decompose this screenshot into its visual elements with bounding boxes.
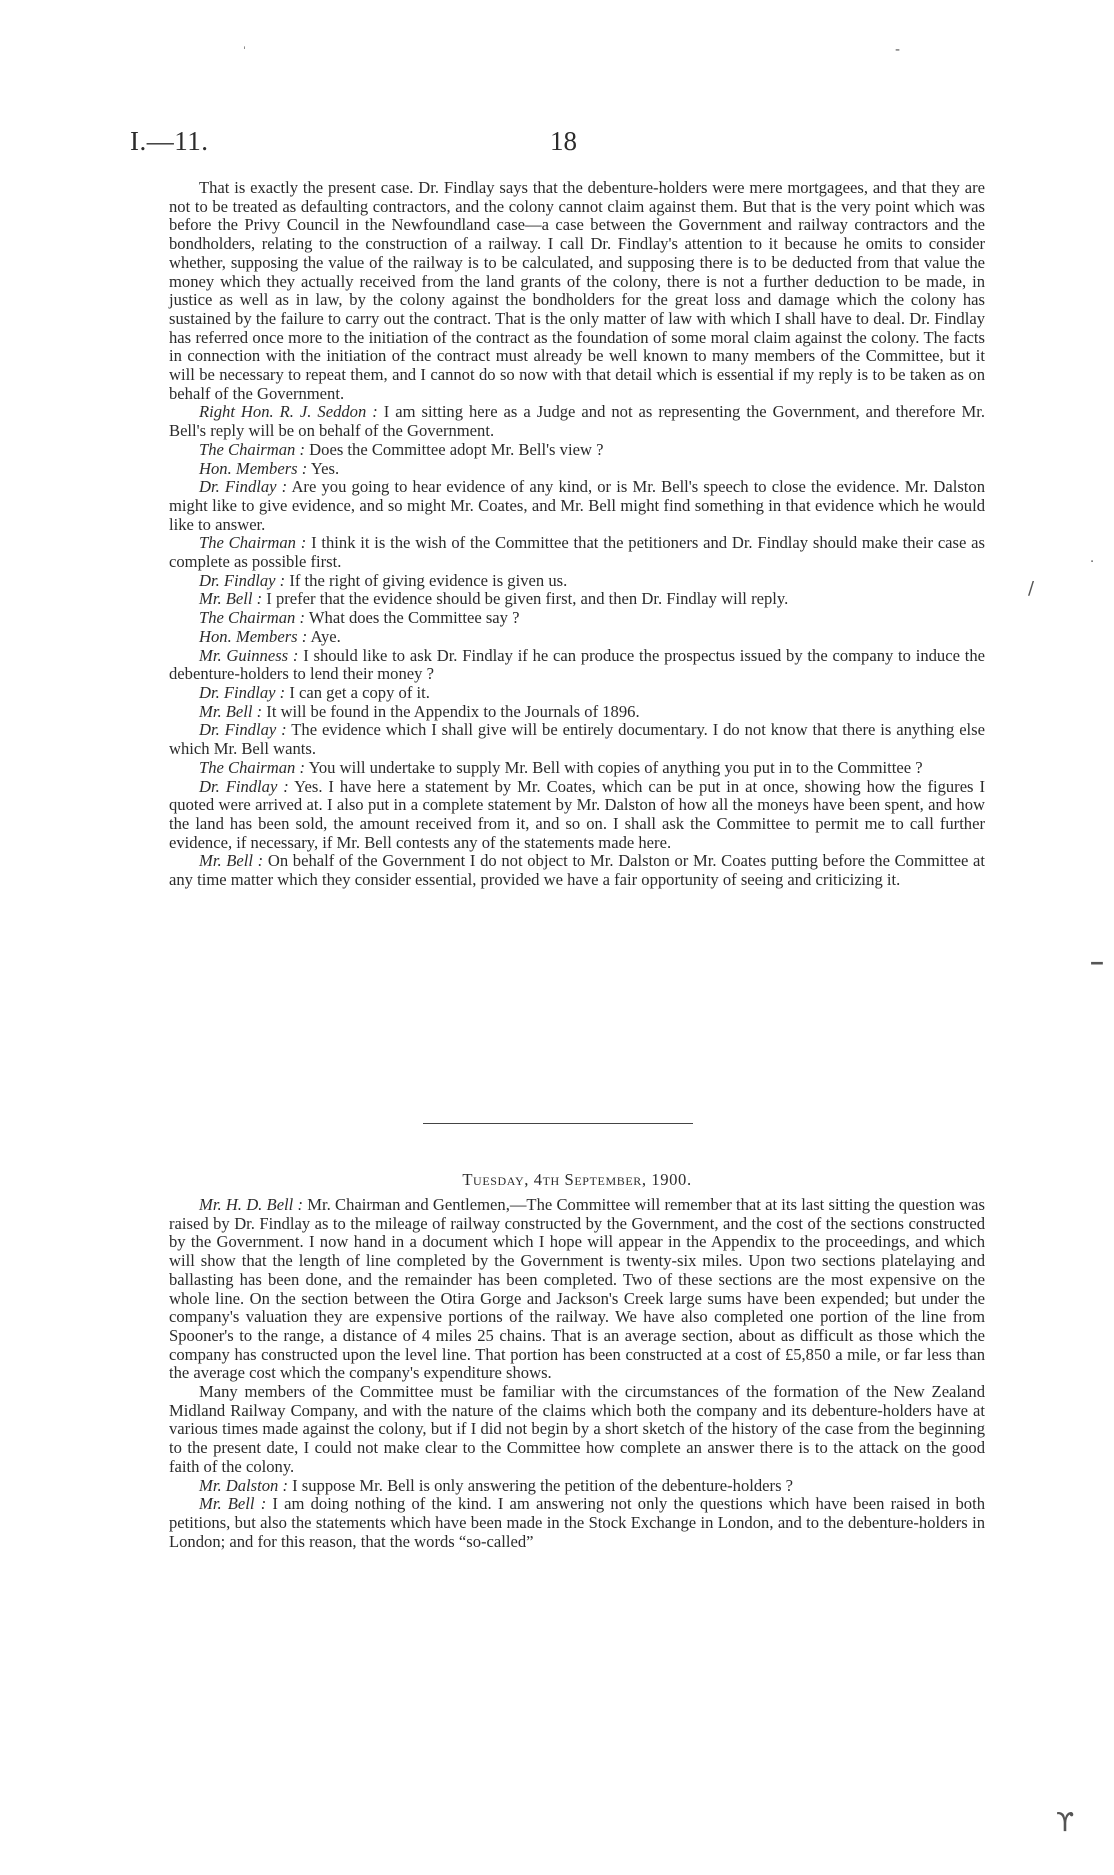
speaker-name: The Chairman : [199, 533, 307, 553]
speaker-name: Mr. Guinness : [199, 645, 299, 665]
date-heading-text: Tuesday, 4th September, 1900. [462, 1170, 692, 1189]
page-header [130, 126, 980, 166]
minutes-section-2 [169, 1196, 985, 1551]
paragraph-text: I can get a copy of it. [285, 682, 430, 702]
paragraph-text: What does the Committee say ? [305, 608, 520, 628]
speaker-name: Mr. Bell : [199, 589, 263, 609]
paragraph-text: I prefer that the evidence should be given first, and then Dr. Findlay will reply. [262, 589, 789, 609]
paragraph [169, 478, 985, 534]
paragraph-text: Aye. [307, 626, 341, 646]
speaker-name: Mr. Dalston : [199, 1475, 288, 1495]
paragraph [169, 778, 985, 853]
paragraph-text: Many members of the Committee must be familiar with the circumstances of the formation of the New Zealand Midland Railway Company, and with the nature of the claims which both the company and its debenture-holders have at various times made against the colony, but if I did not begin by a short sketch of the history of the case from the beginning to the present date, I could not make clear to the Committee how complete an answer there is to the attack on the good faith of the colony. [169, 1382, 985, 1476]
paragraph [169, 460, 985, 479]
speaker-name: Right Hon. R. J. Seddon : [199, 402, 378, 422]
speaker-name: The Chairman : [199, 608, 306, 628]
paragraph [169, 852, 985, 889]
paragraph-text: If the right of giving evidence is given us. [285, 570, 568, 590]
paragraph [169, 534, 985, 571]
paragraph [169, 1495, 985, 1551]
document-reference: I.—11. [130, 126, 209, 156]
paragraph-text: I am sitting here as a Judge and not as representing the Government, and therefore Mr. Bell's reply will be on behalf of the Government. [169, 402, 985, 441]
speaker-name: Hon. Members : [199, 458, 308, 478]
speaker-name: Mr. Bell : [199, 701, 263, 721]
paragraph [169, 647, 985, 684]
paragraph [169, 179, 985, 403]
paragraph [169, 403, 985, 440]
speaker-name: Hon. Members : [199, 626, 308, 646]
speaker-name: Dr. Findlay : [199, 570, 286, 590]
paragraph [169, 572, 985, 591]
date-heading [169, 1170, 985, 1190]
paragraph-text: Are you going to hear evidence of any kind, or is Mr. Bell's speech to close the evidence. Mr. Dalston might like to give evidence, and so might Mr. Coates, and Mr. Bell might find something in that evidence which he would like to answer. [169, 477, 985, 534]
paragraph-text: Yes. [307, 458, 340, 478]
margin-mark: ˈ [243, 46, 246, 57]
speaker-name: Mr. Bell : [199, 851, 264, 871]
speaker-name: The Chairman : [199, 757, 306, 777]
paragraph-text: Yes. I have here a statement by Mr. Coates, which can be put in at once, showing how the figures I quoted were arrived at. I also put in a complete statement by Mr. Dalston of how all the moneys have been spent, and how the land has been sold, the amount received from it, and so on. I shall ask the Committee to permit me to call further evidence, if necessary, if Mr. Bell contests any of the statements made here. [169, 776, 986, 852]
speaker-name: Dr. Findlay : [199, 477, 288, 497]
paragraph-text: It will be found in the Appendix to the Journals of 1896. [262, 701, 640, 721]
paragraph-text: That is exactly the present case. Dr. Findlay says that the debenture-holders were mere mortgagees, and that they are not to be treated as defaulting contractors, and the colony cannot claim against them. But that is the very point which was before the Privy Council in the Newfoundland case—a case between the Government and railway contractors and the bondholders, relating to the construction of a railway. I call Dr. Findlay's attention to it because he omits to consider whether, supposing the value of the railway is to be calculated, and supposing there is to be deducted from that value the money which they actually received from the land grants of the colony, there is not a further deduction to be made, in justice as well as in law, by the colony against the bondholders for the great loss and damage which the colony has sustained by the failure to carry out the contract. That is the only matter of law with which I shall have to deal. Dr. Findlay has referred once more to the initiation of the contract as the foundation of some moral claim against the colony. The facts in connection with the initiation of the contract must already be well known to many members of the Committee, but it will be necessary to repeat them, and I cannot do so now with that detail which is essential if my reply is to be taken as on behalf of the Government. [169, 178, 985, 403]
speaker-name: Mr. Bell : [199, 1494, 267, 1514]
paragraph [169, 1477, 985, 1496]
paragraph-text: I think it is the wish of the Committee that the petitioners and Dr. Findlay should make their case as complete as possible first. [169, 533, 985, 572]
paragraph [169, 590, 985, 609]
paragraph-text: I am doing nothing of the kind. I am answering not only the questions which have been raised in both petitions, but also the statements which have been made in the Stock Exchange in London, and to the debenture-holders in London; and for this reason, that the words “so-called” [169, 1494, 986, 1551]
minutes-section-1 [169, 179, 985, 890]
paragraph [169, 628, 985, 647]
paragraph [169, 1383, 985, 1477]
speaker-name: Mr. H. D. Bell : [199, 1195, 304, 1214]
margin-mark: ϒ [1056, 1808, 1075, 1838]
margin-mark: ‒ [1090, 950, 1104, 974]
speaker-name: Dr. Findlay : [199, 776, 289, 796]
paragraph [169, 759, 985, 778]
paragraph-text: You will undertake to supply Mr. Bell with copies of anything you put in to the Committee ? [305, 757, 923, 777]
page-number: 18 [550, 126, 577, 156]
paragraph [169, 441, 985, 460]
speaker-name: Dr. Findlay : [199, 720, 287, 740]
paragraph [169, 609, 985, 628]
paragraph [169, 684, 985, 703]
paragraph-text: The evidence which I shall give will be entirely documentary. I do not know that there is anything else which Mr. Bell wants. [169, 720, 985, 759]
paragraph-text: I suppose Mr. Bell is only answering the petition of the debenture-holders ? [287, 1475, 794, 1495]
paragraph [169, 703, 985, 722]
speaker-name: Dr. Findlay : [199, 682, 286, 702]
speaker-name: The Chairman : [199, 439, 306, 459]
paragraph [169, 721, 985, 758]
paragraph-text: Does the Committee adopt Mr. Bell's view ? [305, 439, 604, 459]
margin-mark: · [1090, 555, 1095, 570]
section-divider [423, 1123, 693, 1124]
margin-mark: ‐ [895, 42, 901, 58]
paragraph-text: Mr. Chairman and Gentlemen,—The Committee will remember that at its last sitting the question was raised by Dr. Findlay as to the mileage of railway constructed by the Government, and the cost of the sections constructed by the Government. I now hand in a document which I hope will appear in the Appendix to the proceedings, and which will show that the length of line completed by the Government is twenty-six miles. Upon two sections platelaying and ballasting has been done, and the remainder has been completed. Two of these sections are the most expensive on the whole line. On the section between the Otira Gorge and Jackson's Creek large sums have been expended; but under the company's valuation they are expensive portions of the railway. We have also completed one portion of the line from Spooner's to the range, a distance of 4 miles 25 chains. That is an average section, about as difficult as those which the company has constructed upon the level line. That portion has been constructed at a cost of £5,850 a mile, or far less than the average cost which the company's expenditure shows. [169, 1195, 985, 1383]
paragraph-text: On behalf of the Government I do not object to Mr. Dalston or Mr. Coates putting before the Committee at any time matter which they consider essential, provided we have a fair opportunity of seeing and criticizing it. [169, 851, 985, 890]
paragraph-text: I should like to ask Dr. Findlay if he can produce the prospectus issued by the company to induce the debenture-holders to lend their money ? [169, 645, 985, 684]
paragraph [169, 1196, 985, 1383]
margin-mark: / [1028, 578, 1035, 599]
